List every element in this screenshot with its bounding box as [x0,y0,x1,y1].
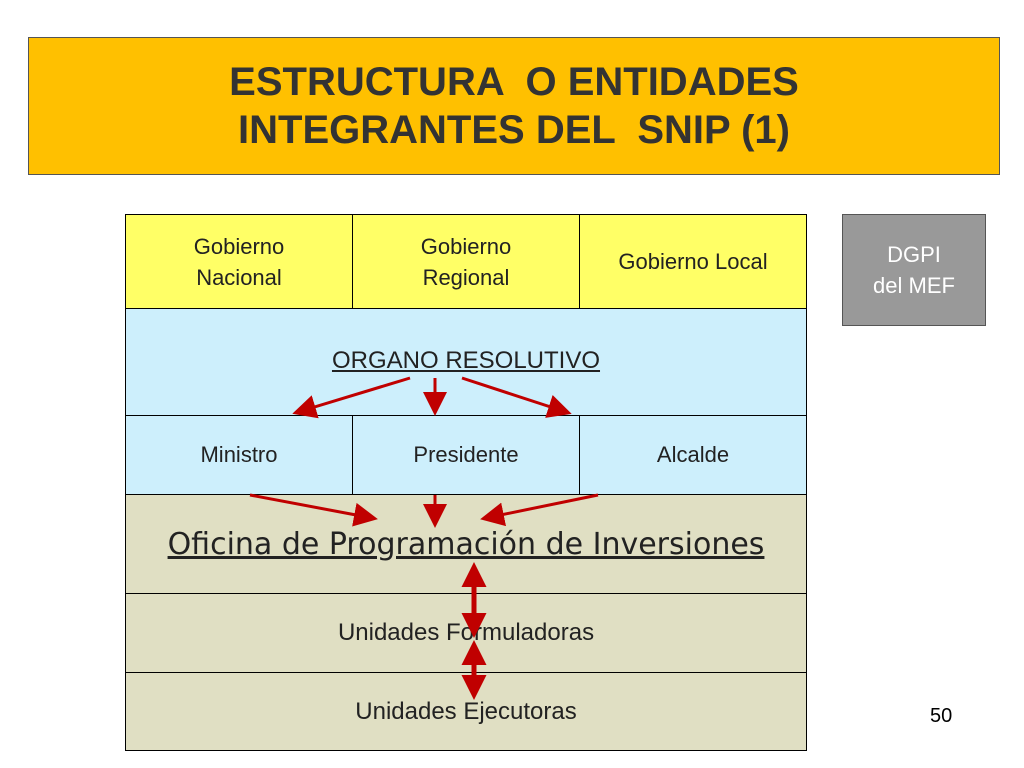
snip-structure-diagram [125,214,807,751]
dgpi-line-1: DGPI [887,242,941,267]
opi-row [125,495,807,594]
ejecutoras-row [125,673,807,751]
government-levels-row [125,214,807,309]
level-regional: Gobierno Regional [352,215,579,308]
organo-resolutivo-label: ORGANO RESOLUTIVO [331,347,601,374]
authority-alcalde: Alcalde [579,416,806,494]
level-local: Gobierno Local [579,215,806,308]
level-nacional: Gobierno Nacional [193,233,285,290]
organo-resolutivo-row [125,309,807,416]
ejecutoras-label: Unidades Ejecutoras [355,697,577,725]
dgpi-line-2: del MEF [873,273,955,298]
authority-presidente: Presidente [352,416,579,494]
page-number: 50 [930,705,953,727]
formuladoras-label: Unidades Formuladoras [337,619,595,646]
authorities-row [125,416,807,495]
slide-title [28,37,1000,175]
authority-ministro: Ministro [200,442,278,467]
title-line-2: INTEGRANTES DEL SNIP (1) [238,108,790,152]
dgpi-mef-box [842,214,986,326]
title-line-1: ESTRUCTURA O ENTIDADES [229,60,799,104]
opi-label: Oficina de Programación de Inversiones [167,526,765,562]
formuladoras-row [125,594,807,673]
